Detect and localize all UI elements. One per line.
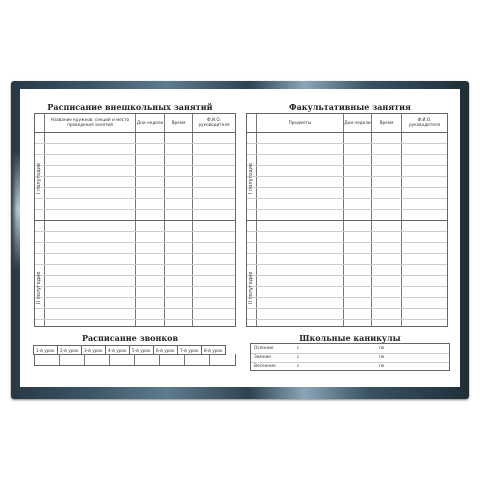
holiday-row <box>251 362 449 371</box>
column-header-leader: Ф.И.О. руководителя <box>408 117 441 127</box>
holiday-from: с <box>297 346 300 351</box>
bell-cell: 7-й урок <box>177 345 202 355</box>
column-header-time: Время <box>171 120 186 125</box>
column-header-subjects: Предметы <box>288 120 312 125</box>
holiday-from: с <box>297 355 300 360</box>
bell-cell: 1-й урок <box>33 345 58 355</box>
second-half-label: II полугодие <box>248 271 254 304</box>
second-half-label: II полугодие <box>36 271 42 304</box>
bell-times-row <box>34 354 236 366</box>
holiday-season: Весенние <box>254 364 276 369</box>
column-header-days: Дни недели <box>136 120 164 125</box>
bell-cell: 2-й урок <box>57 345 82 355</box>
holiday-row <box>251 353 449 362</box>
extracurricular-table <box>34 113 236 327</box>
left-page <box>20 89 240 387</box>
bell-cell: 5-й урок <box>129 345 154 355</box>
bell-cell: 3-й урок <box>81 345 106 355</box>
electives-title: Факультативные занятия <box>289 102 411 112</box>
holiday-season: Осенние <box>254 346 274 351</box>
column-header-clubs: Название кружков, секций и место проведения занятий <box>50 117 130 127</box>
holiday-from: с <box>297 364 300 369</box>
column-header-time: Время <box>379 120 394 125</box>
extracurricular-title: Расписание внешкольных занятий <box>47 102 213 112</box>
bell-schedule-title: Расписание звонков <box>81 333 179 343</box>
bell-cell: 4-й урок <box>105 345 130 355</box>
holiday-row <box>251 344 449 353</box>
column-header-leader: Ф.И.О. руководителя <box>198 117 230 127</box>
first-half-label: I полугодие <box>36 162 42 194</box>
bell-cell: 8-й урок <box>201 345 226 355</box>
holiday-season: Зимние <box>254 355 272 360</box>
school-holidays-title: Школьные каникулы <box>299 333 401 343</box>
right-page <box>240 89 460 387</box>
holiday-to: по <box>379 364 385 369</box>
holidays-table <box>250 343 450 371</box>
electives-table <box>246 113 448 327</box>
bell-cell: 6-й урок <box>153 345 178 355</box>
column-header-days: Дни недели <box>344 120 371 125</box>
holiday-to: по <box>379 346 385 351</box>
first-half-label: I полугодие <box>248 162 254 194</box>
holiday-to: по <box>379 355 385 360</box>
